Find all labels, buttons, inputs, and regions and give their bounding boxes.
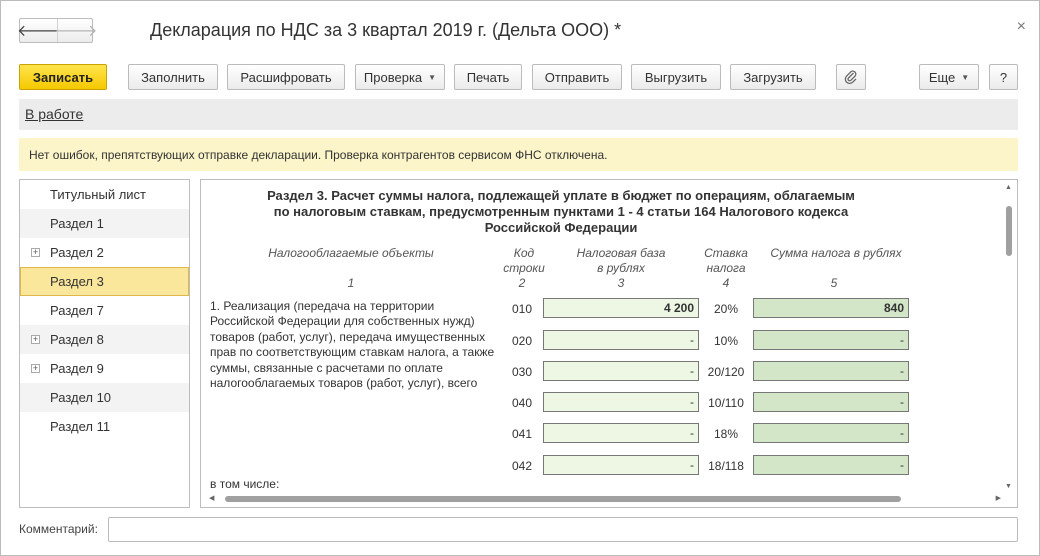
column-number: 2 bbox=[518, 276, 526, 290]
tax-sum-cell[interactable]: 840 bbox=[753, 298, 909, 318]
header-line: строки bbox=[503, 261, 545, 275]
fill-button[interactable] bbox=[128, 64, 218, 90]
section-item-11[interactable] bbox=[20, 412, 189, 441]
tax-sum-cell[interactable]: - bbox=[753, 392, 909, 412]
section-item-1[interactable] bbox=[20, 209, 189, 238]
row-description: 1. Реализация (передача на территории Российской Федерации для собственных нужд) товаров (работ, услуг), передача имущественных прав по соответствующим ставкам налога, а также суммы, связанные с расчетами по оплате налогооблагаемых товаров (работ, услуг), всего bbox=[210, 299, 495, 391]
print-label: Печать bbox=[466, 69, 510, 85]
rate-value: 20% bbox=[713, 302, 739, 316]
tax-base-cell[interactable]: - bbox=[543, 455, 699, 475]
row-code: 020 bbox=[511, 334, 533, 348]
including-label: в том числе: bbox=[210, 477, 280, 491]
header-tax-base bbox=[546, 246, 696, 276]
help-label: ? bbox=[999, 69, 1008, 85]
close-icon[interactable]: × bbox=[1016, 18, 1026, 35]
section-label: Раздел 7 bbox=[50, 303, 104, 318]
scroll-up-icon[interactable]: ▲ bbox=[1005, 184, 1012, 191]
header-line: в рублях bbox=[597, 261, 645, 275]
status-link[interactable]: В работе bbox=[25, 106, 84, 122]
horizontal-scrollbar[interactable] bbox=[205, 494, 1001, 504]
header-rate bbox=[696, 246, 756, 276]
section-item-title-page[interactable] bbox=[20, 180, 189, 209]
tax-sum-cell[interactable]: - bbox=[753, 455, 909, 475]
window-title: Декларация по НДС за 3 квартал 2019 г. (Дельта ООО) * bbox=[150, 20, 622, 40]
tax-sum-cell[interactable]: - bbox=[753, 330, 909, 350]
column-number: 4 bbox=[722, 276, 730, 290]
row-code: 042 bbox=[511, 459, 533, 473]
rate-value: 10% bbox=[713, 334, 739, 348]
section-item-9[interactable] bbox=[20, 354, 189, 383]
scroll-down-icon[interactable]: ▼ bbox=[1005, 483, 1012, 490]
section-label: Раздел 10 bbox=[50, 390, 112, 405]
expand-plus-icon[interactable]: + bbox=[32, 363, 39, 373]
back-arrow-icon: 🡐 bbox=[17, 23, 60, 40]
column-number: 5 bbox=[830, 276, 838, 290]
scroll-right-icon[interactable]: ▶ bbox=[995, 495, 1001, 502]
section-item-3[interactable] bbox=[20, 267, 189, 296]
tax-base-cell[interactable]: - bbox=[543, 423, 699, 443]
info-message: Нет ошибок, препятствующих отправке декларации. Проверка контрагентов сервисом ФНС отключена. bbox=[19, 138, 1018, 171]
section-label: Раздел 11 bbox=[50, 419, 111, 434]
row-code: 040 bbox=[511, 396, 533, 410]
header-code bbox=[494, 246, 554, 276]
rate-value: 20/120 bbox=[707, 365, 745, 379]
tax-base-cell[interactable]: - bbox=[543, 330, 699, 350]
attach-button[interactable] bbox=[836, 64, 866, 90]
column-number: 1 bbox=[347, 276, 355, 290]
comment-label: Комментарий: bbox=[19, 522, 98, 536]
section-label: Раздел 8 bbox=[50, 332, 104, 347]
row-code: 041 bbox=[511, 427, 533, 441]
fill-label: Заполнить bbox=[141, 69, 205, 85]
tax-base-cell[interactable]: - bbox=[543, 361, 699, 381]
import-label: Загрузить bbox=[743, 69, 803, 85]
print-button[interactable] bbox=[454, 64, 522, 90]
expand-plus-icon[interactable]: + bbox=[32, 334, 39, 344]
vertical-scrollbar[interactable] bbox=[1004, 184, 1014, 490]
decode-button[interactable] bbox=[227, 64, 345, 90]
report-title bbox=[201, 188, 921, 236]
tax-base-cell[interactable]: - bbox=[543, 392, 699, 412]
report-title-line: Российской Федерации bbox=[484, 220, 638, 235]
column-number: 3 bbox=[617, 276, 625, 290]
forward-arrow-icon: 🡒 bbox=[54, 23, 98, 40]
save-button[interactable] bbox=[19, 64, 107, 90]
tax-sum-cell[interactable]: - bbox=[753, 361, 909, 381]
scroll-left-icon[interactable]: ◀ bbox=[209, 495, 215, 502]
help-button[interactable] bbox=[989, 64, 1018, 90]
header-line: Ставка bbox=[704, 246, 748, 260]
status-strip bbox=[19, 99, 1018, 130]
rate-value: 18/118 bbox=[708, 459, 744, 473]
check-dropdown-button[interactable] bbox=[355, 64, 445, 90]
section-label: Титульный лист bbox=[50, 187, 147, 202]
send-label: Отправить bbox=[544, 69, 610, 85]
import-button[interactable] bbox=[730, 64, 816, 90]
check-label: Проверка bbox=[363, 69, 423, 85]
paperclip-icon bbox=[844, 69, 858, 85]
expand-plus-icon[interactable]: + bbox=[32, 247, 39, 257]
header-line: Код bbox=[513, 246, 535, 260]
tax-base-cell[interactable]: 4 200 bbox=[543, 298, 699, 318]
comment-input[interactable] bbox=[108, 517, 1018, 542]
decode-label: Расшифровать bbox=[240, 69, 332, 85]
rate-value: 18% bbox=[713, 427, 739, 441]
horizontal-scroll-thumb[interactable] bbox=[225, 496, 901, 502]
sections-list bbox=[19, 179, 190, 508]
send-button[interactable] bbox=[532, 64, 622, 90]
header-objects: Налогооблагаемые объекты bbox=[268, 246, 434, 260]
row-code: 030 bbox=[511, 365, 533, 379]
header-line: налога bbox=[706, 261, 746, 275]
section-label: Раздел 2 bbox=[50, 245, 104, 260]
more-dropdown-button[interactable] bbox=[919, 64, 979, 90]
rate-value: 10/110 bbox=[708, 396, 744, 410]
report-title-line: Раздел 3. Расчет суммы налога, подлежащей уплате в бюджет по операциям, облагаемым bbox=[267, 188, 855, 203]
forward-button[interactable] bbox=[54, 19, 98, 42]
navigation-buttons bbox=[17, 18, 98, 43]
export-button[interactable] bbox=[631, 64, 721, 90]
header-tax-sum: Сумма налога в рублях bbox=[770, 246, 902, 260]
row-code: 010 bbox=[511, 302, 533, 316]
back-button[interactable] bbox=[17, 19, 60, 42]
section-item-7[interactable] bbox=[20, 296, 189, 325]
section-item-2[interactable] bbox=[20, 238, 189, 267]
export-label: Выгрузить bbox=[644, 69, 708, 85]
section-label: Раздел 3 bbox=[50, 274, 104, 289]
section-item-10[interactable] bbox=[20, 383, 189, 412]
section-label: Раздел 1 bbox=[50, 216, 104, 231]
report-title-line: по налоговым ставкам, предусмотренным пунктами 1 - 4 статьи 164 Налогового кодекса bbox=[273, 204, 849, 219]
chevron-down-icon: ▼ bbox=[961, 72, 970, 82]
more-label: Еще bbox=[928, 69, 956, 85]
save-label: Записать bbox=[32, 69, 94, 85]
section-item-8[interactable] bbox=[20, 325, 189, 354]
chevron-down-icon: ▼ bbox=[428, 72, 437, 82]
report-panel bbox=[200, 179, 1018, 508]
vertical-scroll-thumb[interactable] bbox=[1006, 206, 1012, 256]
tax-sum-cell[interactable]: - bbox=[753, 423, 909, 443]
header-line: Налоговая база bbox=[576, 246, 666, 260]
section-label: Раздел 9 bbox=[50, 361, 104, 376]
